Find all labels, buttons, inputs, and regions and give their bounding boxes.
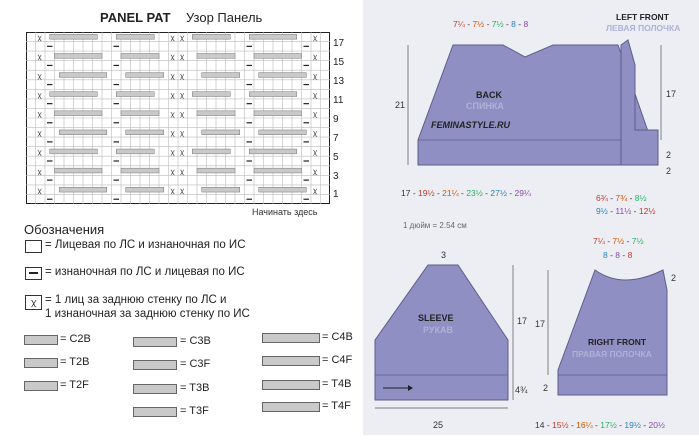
cable-mark — [126, 73, 164, 78]
twist-stitch-mark: ꭓ — [180, 34, 184, 42]
cable-mark — [192, 149, 230, 154]
left-front-label: LEFT FRONT — [616, 12, 669, 22]
sleeve-width-dim: 25 — [433, 420, 444, 430]
cable-mark — [59, 187, 107, 192]
cable-symbol — [133, 337, 177, 347]
twist-stitch-mark: ꭓ — [170, 72, 175, 80]
back-rib-dim: 2 — [666, 150, 672, 160]
cable-key: = T3F — [180, 405, 209, 417]
cable-mark — [59, 73, 107, 78]
twist-stitch-mark: ꭓ — [313, 111, 317, 118]
chart-title: PANEL PAT — [100, 10, 171, 25]
watermark: FEMINASTYLE.RU — [431, 120, 511, 130]
twist-stitch-mark: ꭓ — [180, 91, 184, 99]
back-top-sizes: 7¼ - 7½ - 7½ - 8 - 8 — [453, 19, 529, 29]
twist-stitch-mark: ꭓ — [180, 53, 184, 61]
twist-stitch-mark: ꭓ — [313, 187, 317, 195]
legend-item: 1 изнаночная за заднюю стенку по ИС — [45, 308, 250, 320]
cable-mark — [126, 130, 164, 135]
cable-mark — [197, 54, 235, 59]
start-here-label: Начинать здесь — [252, 207, 318, 217]
twist-stitch-mark: ꭓ — [313, 130, 317, 138]
cable-key: = C2B — [60, 333, 91, 345]
schematics-svg — [363, 0, 699, 435]
cable-mark — [202, 73, 240, 78]
twist-stitch-mark: ꭓ — [37, 72, 42, 80]
legend-item: = изнаночная по ЛС и лицевая по ИС — [45, 266, 245, 278]
row-label: 17 — [333, 38, 345, 49]
cable-mark — [55, 111, 103, 116]
lf-bottom-sizes-1: 6¾ - 7¾ - 8½ — [596, 193, 647, 203]
knit-symbol — [25, 240, 42, 253]
row-label: 7 — [333, 133, 339, 144]
cable-symbol — [24, 358, 58, 368]
cable-mark — [259, 73, 307, 78]
legend-item: = Лицевая по ЛС и изнаночная по ИС — [45, 239, 246, 251]
cable-mark — [121, 111, 159, 116]
cable-mark — [116, 34, 154, 39]
twist-stitch-mark: ꭓ — [313, 72, 317, 80]
rf-neck-dim: 2 — [671, 273, 677, 283]
sleeve-top-dim: 3 — [441, 250, 447, 260]
twist-stitch-mark: ꭓ — [170, 91, 175, 99]
cable-mark — [121, 54, 159, 59]
twist-stitch-mark: ꭓ — [180, 149, 184, 157]
twist-stitch-mark: ꭓ — [37, 91, 42, 99]
row-label: 1 — [333, 189, 339, 200]
cable-key: = T4F — [322, 400, 351, 412]
cable-mark — [254, 111, 302, 116]
twist-stitch-mark: ꭓ — [313, 149, 317, 157]
cable-key: = C3B — [180, 335, 211, 347]
back-bottom-sizes: 17 - 19½ - 21¼ - 23½ - 27½ - 29¼ — [401, 188, 532, 198]
twist-stitch-mark: ꭓ — [37, 53, 42, 61]
cable-mark — [121, 168, 159, 173]
legend-item: = 1 лиц за заднюю стенку по ЛС и — [45, 294, 227, 306]
cable-mark — [202, 130, 240, 135]
cable-key: = C4F — [322, 354, 353, 366]
twist-stitch-mark: ꭓ — [313, 91, 317, 99]
row-label: 5 — [333, 152, 339, 163]
legend-heading: Обозначения — [24, 222, 105, 237]
cable-symbol — [262, 356, 320, 366]
twist-stitch-mark: ꭓ — [313, 168, 317, 176]
twist-stitch-mark: ꭓ — [313, 34, 317, 42]
cable-mark — [197, 111, 235, 116]
cable-key: = T4B — [322, 378, 352, 390]
twist-stitch-mark: ꭓ — [170, 168, 175, 176]
sleeve-cuff-dim: 4¾ — [515, 385, 528, 395]
row-label: 11 — [333, 95, 344, 106]
lf-bottom-sizes-2: 9½ - 11½ - 12½ — [596, 206, 656, 216]
twist-stitch-mark: ꭓ — [170, 187, 175, 195]
back-rib-dim: 2 — [666, 166, 672, 176]
cable-mark — [50, 92, 98, 97]
cable-key: = C4B — [322, 331, 353, 343]
back-label: BACK — [476, 90, 502, 100]
cable-mark — [192, 92, 230, 97]
back-height-dim: 21 — [395, 100, 406, 110]
twist-stitch-mark: ꭓ — [170, 111, 175, 118]
row-label: 15 — [333, 57, 345, 68]
left-front-label-ru: ЛЕВАЯ ПОЛОЧКА — [606, 23, 681, 33]
cable-symbol — [133, 384, 177, 394]
right-front-piece — [558, 270, 667, 395]
cable-mark — [50, 149, 98, 154]
right-front-label-ru: ПРАВАЯ ПОЛОЧКА — [572, 349, 652, 359]
rf-rib-dim: 2 — [543, 383, 549, 393]
cable-symbol — [262, 333, 320, 343]
twist-stitch-mark: ꭓ — [170, 53, 175, 61]
twist-stitch-mark: ꭓ — [37, 168, 42, 176]
cable-mark — [50, 34, 98, 39]
twist-stitch-mark: ꭓ — [37, 111, 42, 118]
twist-stitch-mark: ꭓ — [37, 149, 42, 157]
cable-key: = T2B — [60, 356, 90, 368]
row-label: 3 — [333, 171, 339, 182]
back-label-ru: СПИНКА — [466, 101, 504, 111]
cable-mark — [259, 187, 307, 192]
cable-mark — [55, 168, 103, 173]
cable-symbol — [24, 335, 58, 345]
twist-stitch-mark: ꭓ — [180, 130, 184, 138]
cable-mark — [116, 149, 154, 154]
inch-note: 1 дюйм = 2.54 см — [403, 221, 467, 230]
twist-stitch-mark: ꭓ — [180, 111, 184, 118]
twisted-stitch-symbol: ꭓ — [25, 295, 42, 310]
cable-mark — [55, 54, 103, 59]
twist-stitch-mark: ꭓ — [170, 130, 175, 138]
knitting-chart-grid — [26, 32, 330, 204]
cable-mark — [192, 34, 230, 39]
rf-bottom-sizes: 14 - 15½ - 16¼ - 17½ - 19½ - 20½ — [535, 420, 666, 430]
cable-mark — [116, 92, 154, 97]
twist-stitch-mark: ꭓ — [37, 34, 42, 42]
right-front-label: RIGHT FRONT — [588, 337, 647, 347]
rf-top-sizes-1: 7¼ - 7½ - 7½ — [593, 236, 644, 246]
cable-mark — [197, 168, 235, 173]
cable-symbol — [262, 402, 320, 412]
cable-mark — [249, 149, 297, 154]
twist-stitch-mark: ꭓ — [37, 187, 42, 195]
purl-symbol — [25, 267, 42, 280]
sleeve-label-ru: РУКАВ — [423, 325, 453, 335]
twist-stitch-mark: ꭓ — [170, 34, 175, 42]
sleeve-height-dim: 17 — [517, 316, 528, 326]
cable-key: = T2F — [60, 379, 89, 391]
rf-height-dim: 17 — [535, 319, 546, 329]
back-piece — [418, 45, 651, 165]
cable-mark — [254, 54, 302, 59]
back-side-dim: 17 — [666, 89, 677, 99]
twist-stitch-mark: ꭓ — [180, 168, 184, 176]
cable-symbol — [262, 380, 320, 390]
row-label: 13 — [333, 76, 345, 87]
cable-mark — [249, 92, 297, 97]
cable-mark — [59, 130, 107, 135]
twist-stitch-mark: ꭓ — [180, 72, 184, 80]
sleeve-label: SLEEVE — [418, 313, 454, 323]
cable-mark — [202, 187, 240, 192]
schematics-panel — [363, 0, 699, 435]
row-label: 9 — [333, 114, 339, 125]
cable-symbol — [133, 407, 177, 417]
cable-symbol — [133, 360, 177, 370]
twist-stitch-mark: ꭓ — [313, 53, 317, 61]
twist-stitch-mark: ꭓ — [180, 187, 184, 195]
cable-mark — [126, 187, 164, 192]
cable-mark — [249, 34, 297, 39]
cable-mark — [259, 130, 307, 135]
rf-top-sizes-2: 8 - 8 - 8 — [603, 250, 633, 260]
twist-stitch-mark: ꭓ — [170, 149, 175, 157]
twist-stitch-mark: ꭓ — [37, 130, 42, 138]
cable-key: = C3F — [180, 358, 211, 370]
cable-mark — [254, 168, 302, 173]
cable-symbol — [24, 381, 58, 391]
chart-title-ru: Узор Панель — [186, 10, 263, 25]
cable-key: = T3B — [180, 382, 210, 394]
left-front-piece — [621, 40, 658, 165]
